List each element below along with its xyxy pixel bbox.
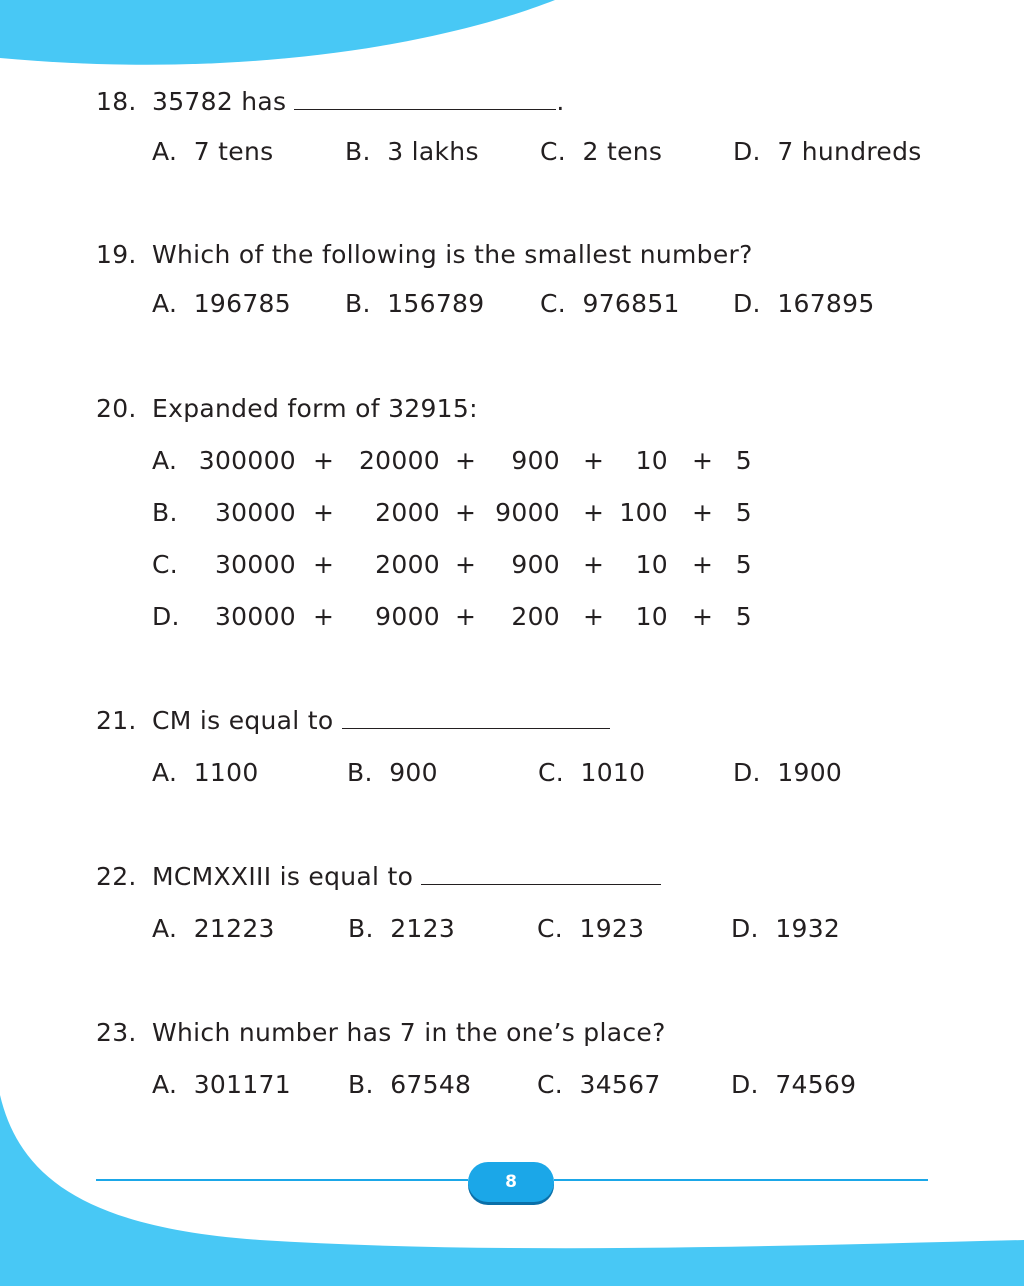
option-text: 301171 xyxy=(193,1070,291,1099)
plus-sign: + xyxy=(583,498,605,527)
footer-rule-left xyxy=(96,1179,468,1181)
option-text: 21223 xyxy=(193,914,275,943)
option-letter: A. xyxy=(152,289,178,318)
expanded-term: 10 xyxy=(635,446,668,475)
option-letter: D. xyxy=(731,914,759,943)
question-number: 19. xyxy=(96,240,137,269)
expanded-term: 10 xyxy=(635,550,668,579)
option-text: 900 xyxy=(389,758,438,787)
question-text: Expanded form of 32915: xyxy=(152,394,478,423)
option-letter: C. xyxy=(540,137,567,166)
answer-blank[interactable] xyxy=(294,87,556,110)
option-c[interactable] xyxy=(537,914,644,944)
option-text: 1010 xyxy=(580,758,646,787)
option-d[interactable] xyxy=(733,289,875,319)
option-letter: B. xyxy=(348,914,374,943)
question-22 xyxy=(96,862,661,892)
answer-blank[interactable] xyxy=(421,862,661,885)
option-text: 156789 xyxy=(387,289,485,318)
option-a[interactable] xyxy=(152,914,275,944)
option-letter: D. xyxy=(733,289,761,318)
option-b[interactable] xyxy=(348,1070,471,1100)
option-c[interactable] xyxy=(538,758,645,788)
option-letter: B. xyxy=(345,289,371,318)
option-letter: B. xyxy=(345,137,371,166)
plus-sign: + xyxy=(313,446,335,475)
option-b[interactable] xyxy=(345,137,479,167)
option-text: 1932 xyxy=(775,914,841,943)
option-letter: A. xyxy=(152,758,178,787)
plus-sign: + xyxy=(583,602,605,631)
option-c[interactable] xyxy=(540,137,662,167)
plus-sign: + xyxy=(692,446,714,475)
option-a[interactable] xyxy=(152,1070,291,1100)
question-number: 22. xyxy=(96,862,137,891)
option-letter: D. xyxy=(152,602,180,631)
option-b[interactable] xyxy=(348,914,455,944)
question-23 xyxy=(96,1018,666,1048)
page-number-badge: 8 xyxy=(468,1162,554,1202)
blank-suffix: . xyxy=(556,87,565,116)
option-letter: C. xyxy=(538,758,565,787)
option-d[interactable] xyxy=(733,137,922,167)
plus-sign: + xyxy=(455,446,477,475)
question-text: CM is equal to xyxy=(152,706,334,735)
option-letter: A. xyxy=(152,914,178,943)
expanded-term: 30000 xyxy=(214,498,296,527)
question-text: Which of the following is the smallest number? xyxy=(152,240,753,269)
option-letter: D. xyxy=(731,1070,759,1099)
plus-sign: + xyxy=(692,498,714,527)
expanded-term: 5 xyxy=(735,550,752,579)
option-text: 67548 xyxy=(390,1070,472,1099)
option-letter: D. xyxy=(733,137,761,166)
question-text: 35782 has xyxy=(152,87,287,116)
question-19 xyxy=(96,240,753,270)
expanded-term: 5 xyxy=(735,498,752,527)
question-text: MCMXXIII is equal to xyxy=(152,862,414,891)
option-letter: B. xyxy=(347,758,373,787)
expanded-term: 900 xyxy=(511,550,560,579)
expanded-term: 900 xyxy=(511,446,560,475)
option-text: 34567 xyxy=(579,1070,661,1099)
plus-sign: + xyxy=(455,602,477,631)
option-text: 7 hundreds xyxy=(777,137,922,166)
option-text: 167895 xyxy=(777,289,875,318)
plus-sign: + xyxy=(313,498,335,527)
option-letter: C. xyxy=(540,289,567,318)
expanded-term: 5 xyxy=(735,446,752,475)
option-letter: C. xyxy=(537,1070,564,1099)
expanded-term: 9000 xyxy=(495,498,560,527)
option-text: 1100 xyxy=(193,758,259,787)
question-number: 21. xyxy=(96,706,137,735)
option-text: 1923 xyxy=(579,914,645,943)
option-letter: C. xyxy=(537,914,564,943)
option-text: 196785 xyxy=(193,289,291,318)
plus-sign: + xyxy=(583,550,605,579)
option-b[interactable] xyxy=(347,758,438,788)
top-wave xyxy=(0,0,555,65)
expanded-term: 300000 xyxy=(198,446,296,475)
expanded-term: 30000 xyxy=(214,550,296,579)
option-c[interactable] xyxy=(537,1070,661,1100)
expanded-term: 10 xyxy=(635,602,668,631)
option-letter: B. xyxy=(348,1070,374,1099)
option-letter: D. xyxy=(733,758,761,787)
question-18 xyxy=(96,87,565,117)
plus-sign: + xyxy=(455,498,477,527)
footer-rule-right xyxy=(554,1179,928,1181)
question-number: 23. xyxy=(96,1018,137,1047)
expanded-term: 5 xyxy=(735,602,752,631)
option-a[interactable] xyxy=(152,137,273,167)
plus-sign: + xyxy=(583,446,605,475)
expanded-term: 9000 xyxy=(375,602,440,631)
plus-sign: + xyxy=(692,602,714,631)
expanded-term: 30000 xyxy=(214,602,296,631)
option-letter: A. xyxy=(152,137,178,166)
plus-sign: + xyxy=(455,550,477,579)
option-text: 976851 xyxy=(582,289,680,318)
expanded-term: 2000 xyxy=(375,498,440,527)
option-d[interactable] xyxy=(731,1070,856,1100)
option-b[interactable] xyxy=(345,289,484,319)
question-number: 18. xyxy=(96,87,137,116)
expanded-term: 100 xyxy=(619,498,668,527)
option-d[interactable] xyxy=(731,914,840,944)
question-20 xyxy=(96,394,478,424)
option-a[interactable] xyxy=(152,758,259,788)
option-text: 3 lakhs xyxy=(387,137,479,166)
expanded-term: 200 xyxy=(511,602,560,631)
option-text: 74569 xyxy=(775,1070,857,1099)
option-letter: C. xyxy=(152,550,179,579)
option-letter: A. xyxy=(152,446,178,475)
question-21 xyxy=(96,706,610,736)
option-letter: A. xyxy=(152,1070,178,1099)
option-c[interactable] xyxy=(540,289,680,319)
plus-sign: + xyxy=(313,550,335,579)
plus-sign: + xyxy=(692,550,714,579)
answer-blank[interactable] xyxy=(342,706,610,729)
option-text: 2 tens xyxy=(582,137,663,166)
expanded-term: 2000 xyxy=(375,550,440,579)
option-d[interactable] xyxy=(733,758,842,788)
option-text: 2123 xyxy=(390,914,456,943)
option-a[interactable] xyxy=(152,289,291,319)
expanded-term: 20000 xyxy=(358,446,440,475)
plus-sign: + xyxy=(313,602,335,631)
question-number: 20. xyxy=(96,394,137,423)
question-text: Which number has 7 in the one’s place? xyxy=(152,1018,666,1047)
option-text: 7 tens xyxy=(193,137,274,166)
option-letter: B. xyxy=(152,498,178,527)
option-text: 1900 xyxy=(777,758,843,787)
